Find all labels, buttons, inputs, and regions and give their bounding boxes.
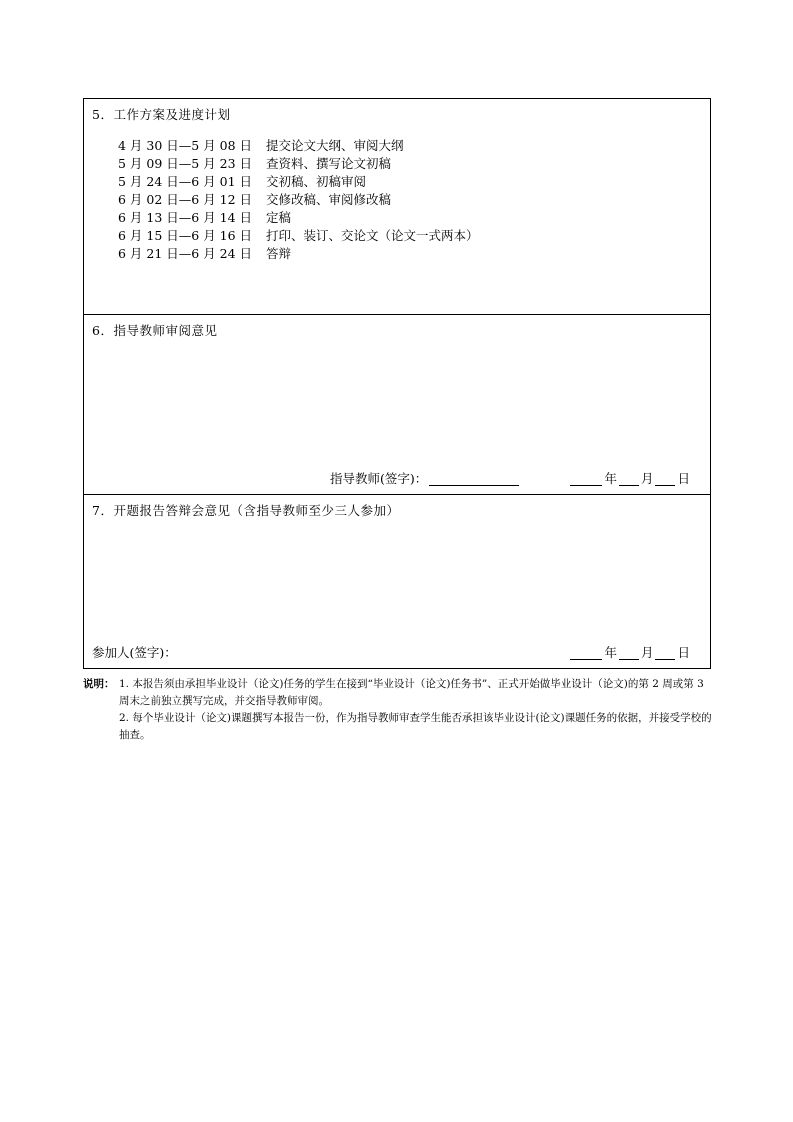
note-text: 2. 每个毕业设计（论文)课题撰写本报告一份，作为指导教师审查学生能否承担该毕业设计(论文)课题任务的依据，并接受学校的抽查。 [119,712,712,741]
schedule-task: 答辩 [266,246,292,261]
day-blank[interactable] [655,645,675,660]
schedule-list [118,137,479,263]
month-label: 月 [640,645,654,660]
advisor-signature-label: 指导教师(签字)： [330,471,428,486]
participants-signature-row [92,644,177,662]
participants-signature-label: 参加人(签字)： [92,645,177,660]
schedule-item [118,155,479,173]
schedule-date: 5 月 09 日—5 月 23 日 [118,156,253,171]
day-label: 日 [677,471,690,486]
advisor-signature-line[interactable] [429,471,519,486]
schedule-item [118,209,479,227]
schedule-date: 6 月 02 日—6 月 12 日 [118,192,253,207]
advisor-date-row [570,470,692,488]
month-label: 月 [640,471,654,486]
month-blank[interactable] [619,471,639,486]
section-title: 5．工作方案及进度计划 [92,107,231,122]
section-work-plan [84,99,710,315]
report-table [83,98,711,669]
schedule-task: 交修改稿、审阅修改稿 [266,192,392,207]
schedule-task: 查资料、撰写论文初稿 [266,156,392,171]
year-label: 年 [604,471,617,486]
schedule-task: 定稿 [266,210,292,225]
section-advisor-review [84,315,710,495]
note-item [83,676,713,710]
schedule-item [118,245,479,263]
schedule-item [118,173,479,191]
month-blank[interactable] [619,645,639,660]
schedule-task: 提交论文大纲、审阅大纲 [266,138,404,153]
day-label: 日 [677,645,690,660]
schedule-item [118,227,479,245]
notes-label: 说明： [83,678,115,690]
advisor-signature-row [330,470,519,488]
year-label: 年 [604,645,617,660]
schedule-date: 6 月 15 日—6 月 16 日 [118,228,253,243]
section-defense-opinion [84,495,710,668]
day-blank[interactable] [655,471,675,486]
schedule-date: 6 月 13 日—6 月 14 日 [118,210,253,225]
year-blank[interactable] [570,645,602,660]
schedule-item [118,137,479,155]
year-blank[interactable] [570,471,602,486]
section-title: 7．开题报告答辩会意见（含指导教师至少三人参加） [92,503,400,518]
note-item [83,710,713,744]
note-text: 1. 本报告须由承担毕业设计（论文)任务的学生在接到“毕业设计（论文)任务书”、正式开始做毕业设计（论文)的第 2 周或第 3 周末之前独立撰写完成，并交指导教师审阅。 [119,678,704,707]
defense-date-row [570,644,692,662]
schedule-task: 交初稿、初稿审阅 [266,174,367,189]
schedule-item [118,191,479,209]
schedule-date: 4 月 30 日—5 月 08 日 [118,138,253,153]
schedule-task: 打印、装订、交论文（论文一式两本） [266,228,479,243]
section-title: 6．指导教师审阅意见 [92,323,218,338]
schedule-date: 5 月 24 日—6 月 01 日 [118,174,253,189]
schedule-date: 6 月 21 日—6 月 24 日 [118,246,253,261]
notes [83,676,713,744]
